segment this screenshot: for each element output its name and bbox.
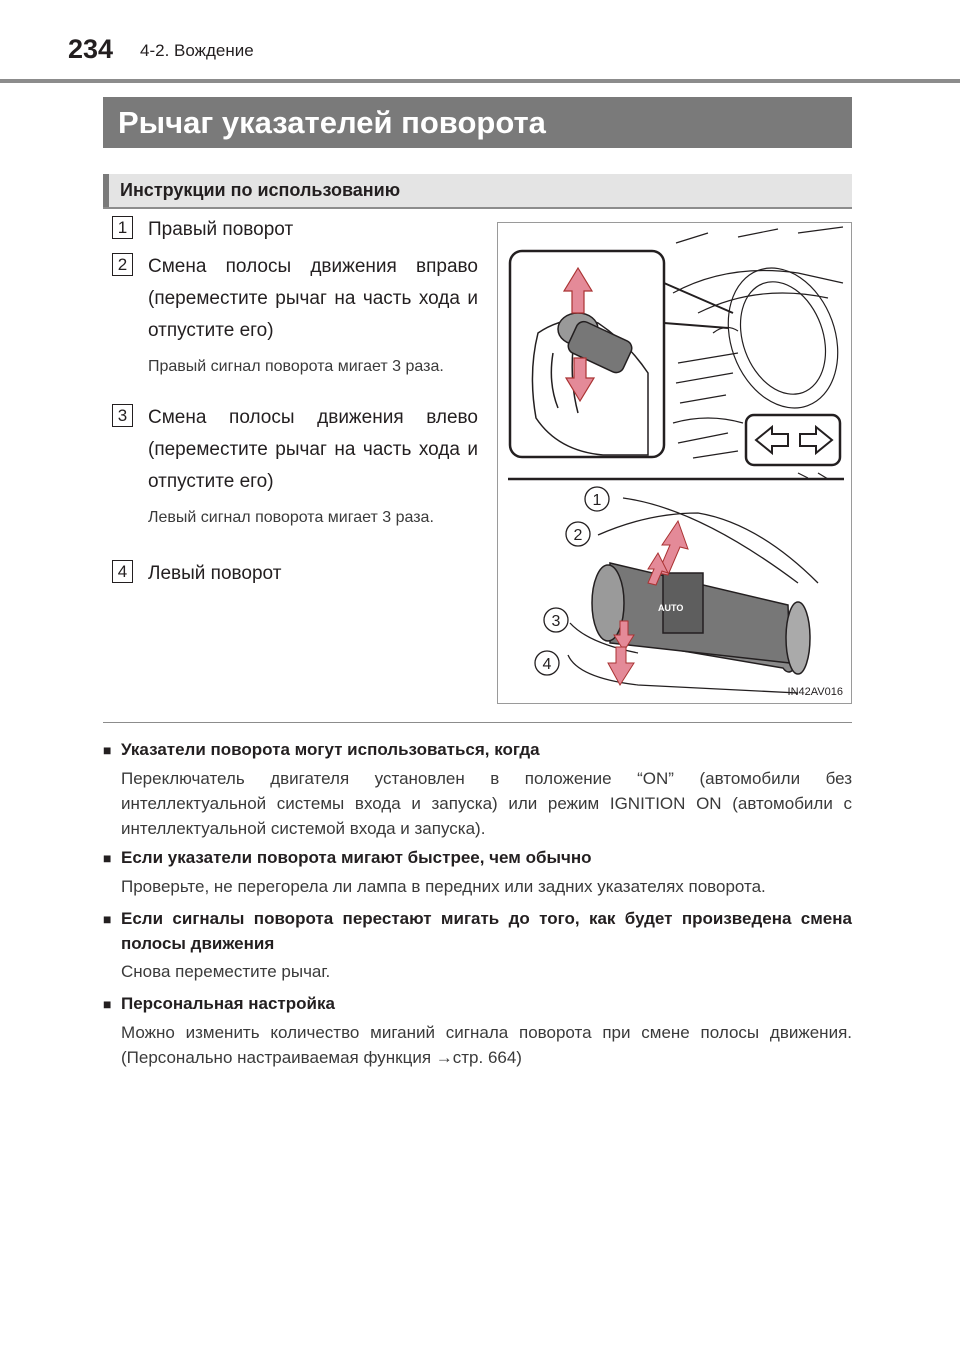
section-divider <box>103 722 852 723</box>
step-text: Смена полосы движения влево (переместите рычаг на часть хода и отпустите его) <box>148 407 478 492</box>
subtitle-bar <box>103 174 852 209</box>
note-body: Проверьте, не перегорела ли лампа в передних или задних указателях поворота. <box>121 877 766 896</box>
subtitle-marker <box>103 174 109 207</box>
arrow-down-large-icon <box>608 647 634 685</box>
note-4 <box>103 991 852 1070</box>
note-3 <box>103 906 852 984</box>
step-note: Правый сигнал поворота мигает 3 раза. <box>148 358 444 375</box>
note-heading: Персональная настройка <box>121 994 335 1013</box>
page-number: 234 <box>68 34 114 64</box>
note-body: Снова переместите рычаг. <box>121 962 331 981</box>
step-note: Левый сигнал поворота мигает 3 раза. <box>148 509 434 526</box>
bullet-square-icon: ■ <box>103 996 112 1012</box>
callout-3-label: 3 <box>551 613 561 630</box>
turn-signal-figure <box>497 222 852 704</box>
callout-2-label: 2 <box>573 527 583 544</box>
bullet-square-icon: ■ <box>103 742 112 758</box>
note-heading: Если сигналы поворота перестают мигать до того, как будет произведена смена полосы движения <box>121 909 852 953</box>
step-text: Правый поворот <box>148 219 294 240</box>
step-text: Левый поворот <box>148 563 282 584</box>
bullet-square-icon: ■ <box>103 911 112 927</box>
section-name: 4-2. Вождение <box>140 41 254 60</box>
bullet-square-icon: ■ <box>103 850 112 866</box>
page-header <box>0 0 960 82</box>
note-body: Можно изменить количество миганий сигнала поворота при смене полосы движения. (Персонально настраиваемая функция →стр. 664) <box>121 1023 852 1067</box>
callout-4-label: 4 <box>542 656 552 673</box>
step-text: Смена полосы движения вправо (переместите рычаг на часть хода и отпустите его) <box>148 256 478 341</box>
callout-1-label: 1 <box>592 492 602 509</box>
header-rule <box>0 79 960 83</box>
note-heading: Указатели поворота могут использоваться, когда <box>121 740 540 759</box>
step-3 <box>112 402 478 532</box>
step-number: 1 <box>112 216 133 239</box>
note-body: Переключатель двигателя установлен в положение “ON” (автомобили без интеллектуальной системы входа и запуска) или режим IGNITION ON (автомобили с интеллектуальной системой входа и запуска). <box>121 769 852 838</box>
note-heading: Если указатели поворота мигают быстрее, чем обычно <box>121 848 592 867</box>
switch-label: AUTO <box>658 603 684 613</box>
page-title: Рычаг указателей поворота <box>118 105 546 140</box>
note-1 <box>103 737 852 841</box>
step-number: 3 <box>112 404 133 427</box>
step-number: 2 <box>112 253 133 276</box>
figure-illustration <box>498 223 853 705</box>
step-4 <box>112 558 478 590</box>
step-1 <box>112 214 478 246</box>
subtitle: Инструкции по использованию <box>120 180 401 200</box>
step-number: 4 <box>112 560 133 583</box>
step-2 <box>112 251 478 381</box>
note-2 <box>103 845 852 899</box>
page-title-bar <box>103 97 852 148</box>
figure-code: IN42AV016 <box>787 686 843 698</box>
